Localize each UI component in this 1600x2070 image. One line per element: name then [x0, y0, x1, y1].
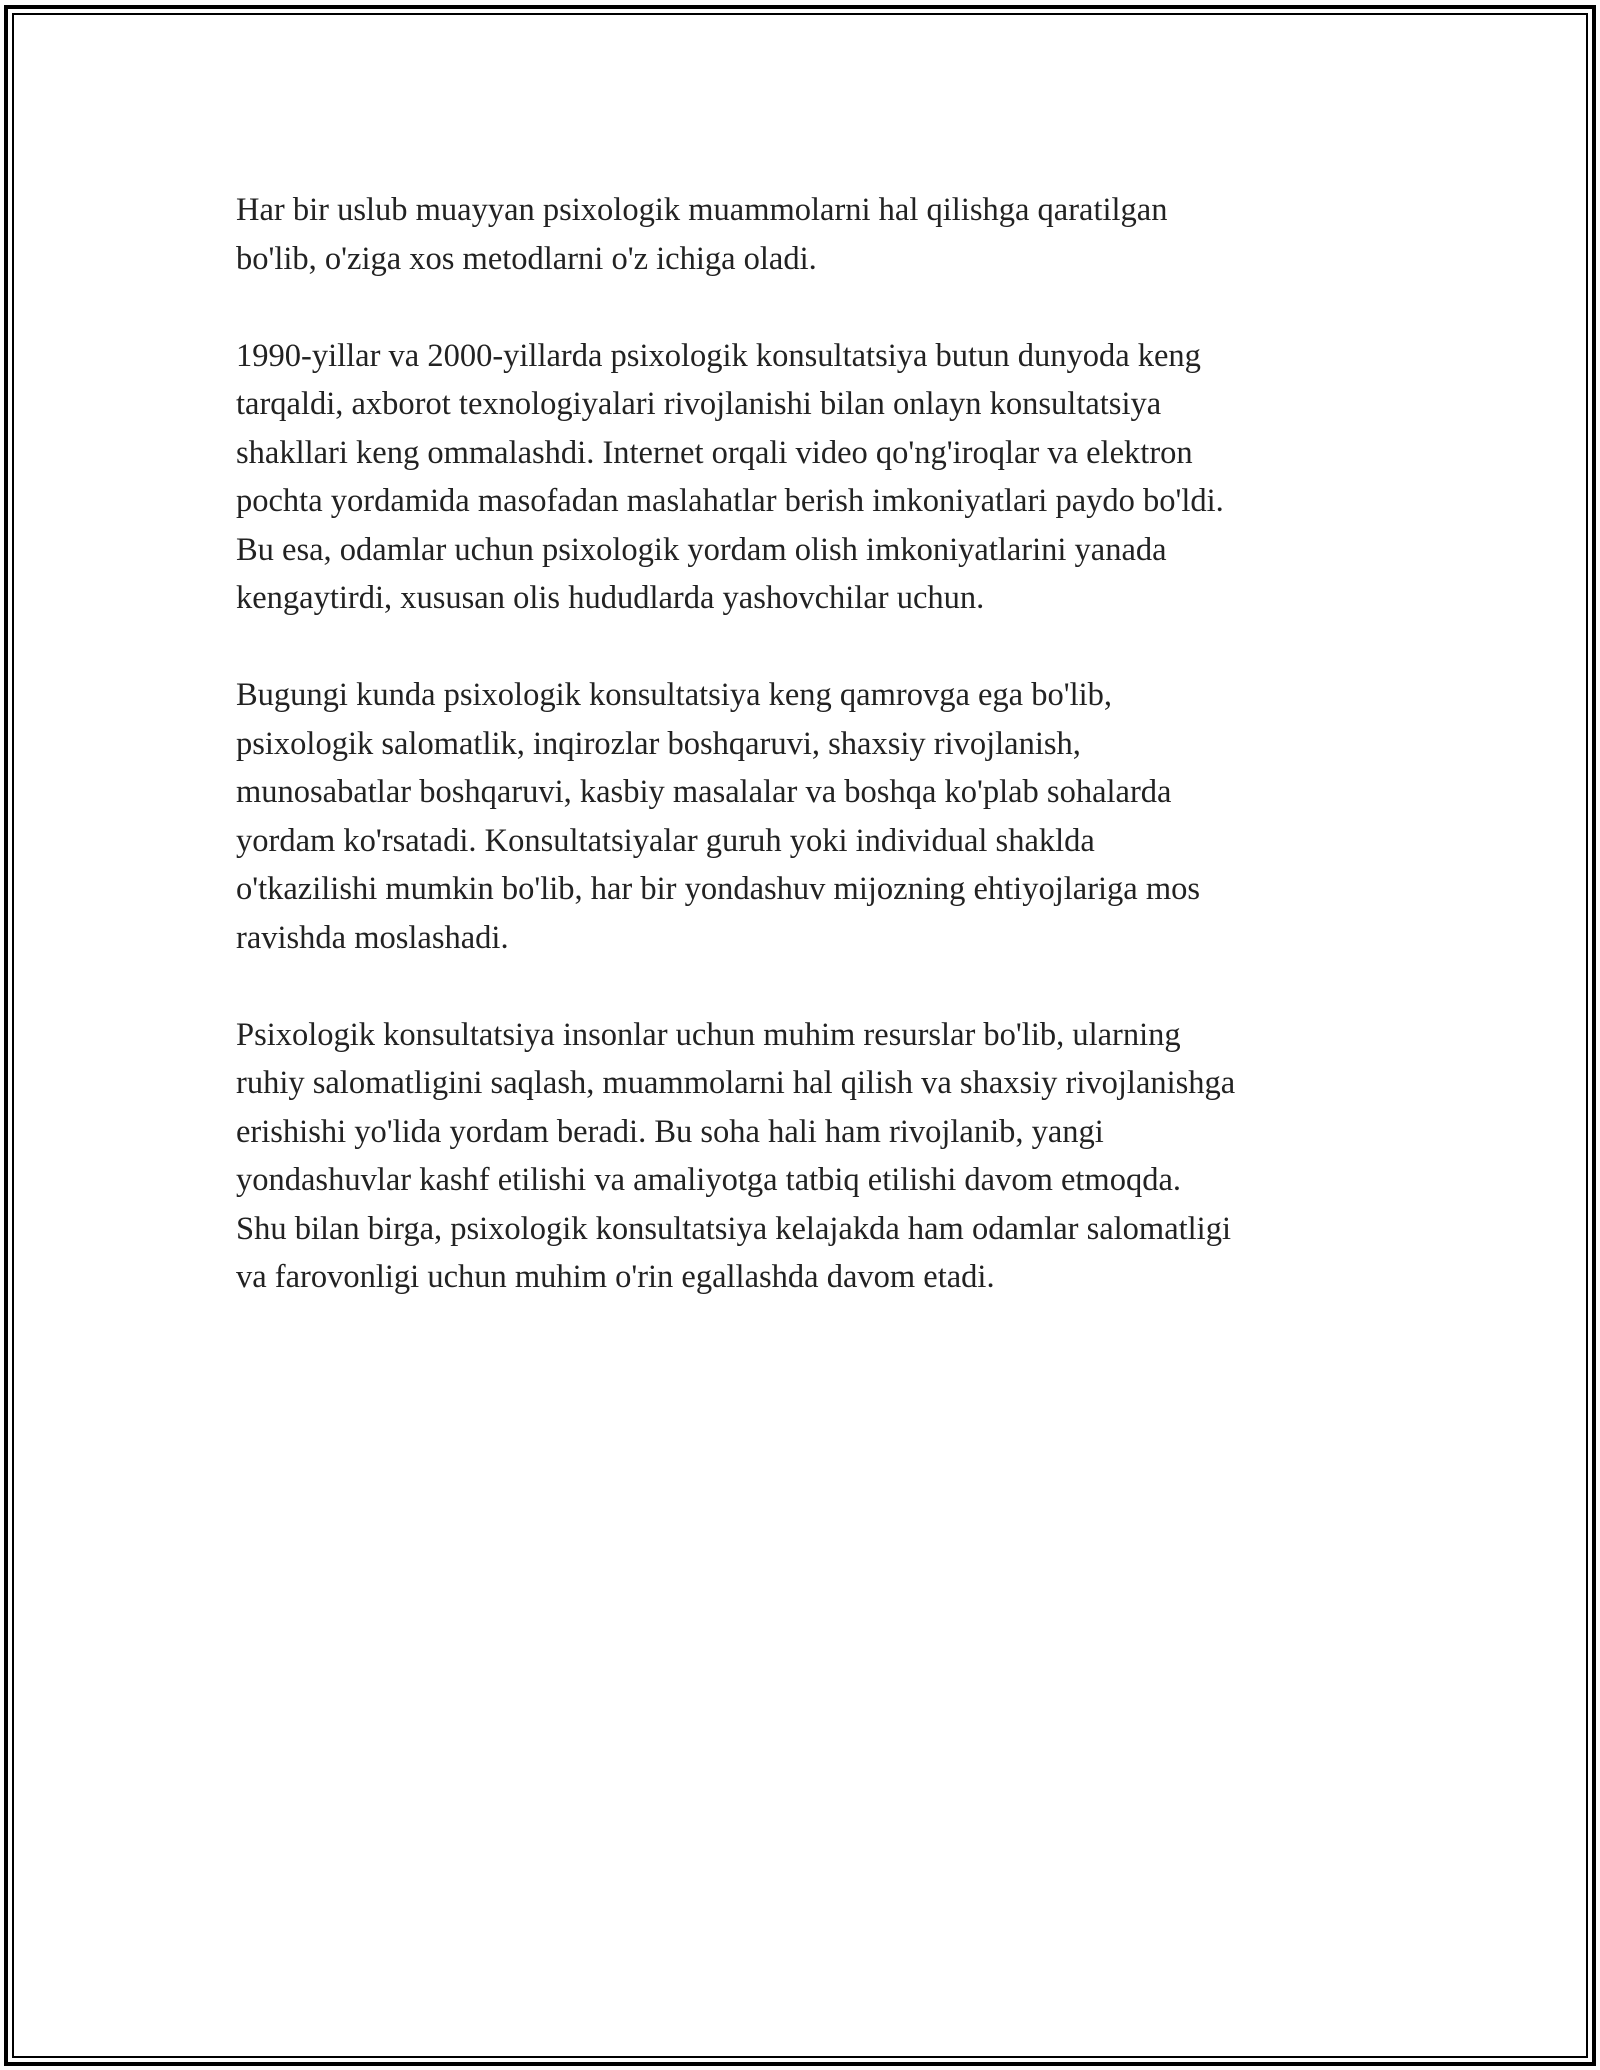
document-body: [236, 186, 1376, 1350]
paragraph-2: 1990-yillar va 2000-yillarda psixologik konsultatsiya butun dunyoda keng tarqaldi, axborot texnologiyalari rivojlanishi bilan onlayn konsultatsiya shakllari keng ommalashdi. Internet orqali video qo'ng'iroqlar va elektron pochta yordamida masofadan maslahatlar berish imkoniyatlari paydo bo'ldi. Bu esa, odamlar uchun psixologik yordam olish imkoniyatlarini yanada kengaytirdi, xususan olis hududlarda yashovchilar uchun.: [236, 337, 1224, 616]
paragraph-3: Bugungi kunda psixologik konsultatsiya keng qamrovga ega bo'lib, psixologik salomatlik, inqirozlar boshqaruvi, shaxsiy rivojlanish, munosabatlar boshqaruvi, kasbiy masalalar va boshqa ko'plab sohalarda yordam ko'rsatadi. Konsultatsiyalar guruh yoki individual shaklda o'tkazilishi mumkin bo'lib, har bir yondashuv mijozning ehtiyojlariga mos ravishda moslashadi.: [236, 677, 1201, 956]
paragraph-4: Psixologik konsultatsiya insonlar uchun muhim resurslar bo'lib, ularning ruhiy salomatligini saqlash, muammolarni hal qilish va shaxsiy rivojlanishga erishishi yo'lida yordam beradi. Bu soha hali ham rivojlanib, yangi yondashuvlar kashf etilishi va amaliyotga tatbiq etilishi davom etmoqda. Shu bilan birga, psixologik konsultatsiya kelajakda ham odamlar salomatligi va farovonligi uchun muhim o'rin egallashda davom etadi.: [236, 1016, 1236, 1295]
paragraph-1: Har bir uslub muayyan psixologik muammolarni hal qilishga qaratilgan bo'lib, o'ziga xos metodlarni o'z ichiga oladi.: [236, 192, 1168, 277]
